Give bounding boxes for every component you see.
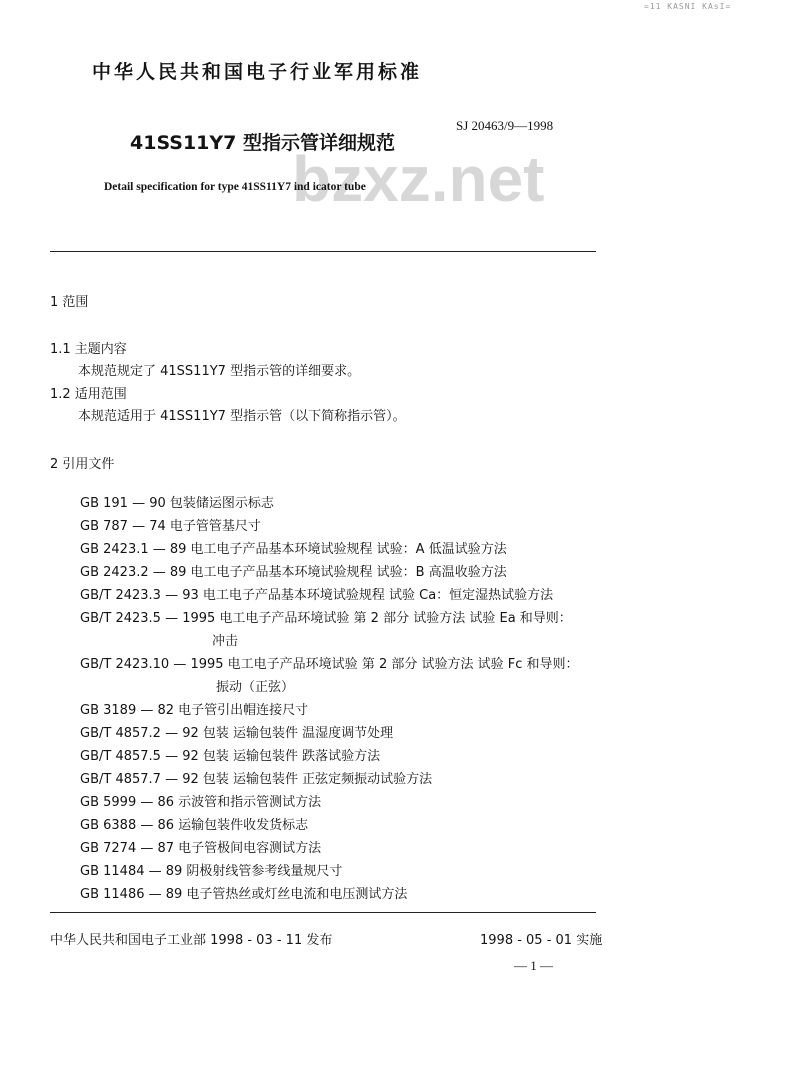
reference-item: GB/T 4857.2 — 92 包装 运输包装件 温湿度调节处理: [80, 726, 394, 741]
reference-item: GB 3189 — 82 电子管引出帽连接尺寸: [80, 703, 309, 718]
reference-item: GB 787 — 74 电子管管基尺寸: [80, 519, 261, 534]
page-number: — 1 —: [514, 958, 553, 973]
top-divider: [50, 251, 596, 252]
section-1-heading: 1 范围: [50, 295, 89, 310]
reference-item: GB 6388 — 86 运输包装件收发货标志: [80, 818, 309, 833]
section-1-1-text: 本规范规定了 41SS11Y7 型指示管的详细要求。: [78, 364, 361, 379]
watermark: bzxz.net: [292, 143, 545, 215]
reference-item: GB 11486 — 89 电子管热丝或灯丝电流和电压测试方法: [80, 887, 408, 902]
reference-item: GB/T 4857.5 — 92 包装 运输包装件 跌落试验方法: [80, 749, 381, 764]
bottom-divider: [50, 912, 596, 913]
reference-item-continuation: 冲击: [212, 634, 239, 649]
standard-number: SJ 20463/9—1998: [456, 118, 554, 133]
title-chinese: 41SS11Y7 型指示管详细规范: [130, 132, 395, 154]
reference-item: GB/T 2423.5 — 1995 电工电子产品环境试验 第 2 部分 试验方法 试验 Ea 和导则：: [80, 611, 572, 626]
reference-item: GB 2423.2 — 89 电工电子产品基本环境试验规程 试验：B 高温收验方法: [80, 565, 507, 580]
reference-item: GB 11484 — 89 阴极射线管参考线量规尺寸: [80, 864, 343, 879]
issue-date: 中华人民共和国电子工业部 1998 - 03 - 11 发布: [50, 933, 333, 948]
section-2-heading: 2 引用文件: [50, 457, 115, 472]
reference-item: GB/T 4857.7 — 92 包装 运输包装件 正弦定频振动试验方法: [80, 772, 433, 787]
section-1-2-heading: 1.2 适用范围: [50, 387, 127, 402]
reference-item: GB/T 2423.10 — 1995 电工电子产品环境试验 第 2 部分 试验方法 试验 Fc 和导则：: [80, 657, 579, 672]
reference-item: GB 2423.1 — 89 电工电子产品基本环境试验规程 试验：A 低温试验方法: [80, 542, 507, 557]
document-header: 中华人民共和国电子行业军用标准: [92, 61, 423, 83]
reference-item: GB/T 2423.3 — 93 电工电子产品基本环境试验规程 试验 Ca：恒定湿热试验方法: [80, 588, 554, 603]
top-stamp: =11 KASNI KAsI=: [644, 2, 732, 11]
effective-date: 1998 - 05 - 01 实施: [480, 933, 603, 948]
reference-item: GB 191 — 90 包装储运图示标志: [80, 496, 274, 511]
reference-item: GB 5999 — 86 示波管和指示管测试方法: [80, 795, 322, 810]
section-1-1-heading: 1.1 主题内容: [50, 342, 127, 357]
reference-item: GB 7274 — 87 电子管极间电容测试方法: [80, 841, 322, 856]
section-1-2-text: 本规范适用于 41SS11Y7 型指示管（以下简称指示管）。: [78, 409, 406, 424]
title-english: Detail specification for type 41SS11Y7 ind icator tube: [104, 181, 366, 193]
reference-item-continuation: 振动（正弦）: [216, 680, 295, 695]
